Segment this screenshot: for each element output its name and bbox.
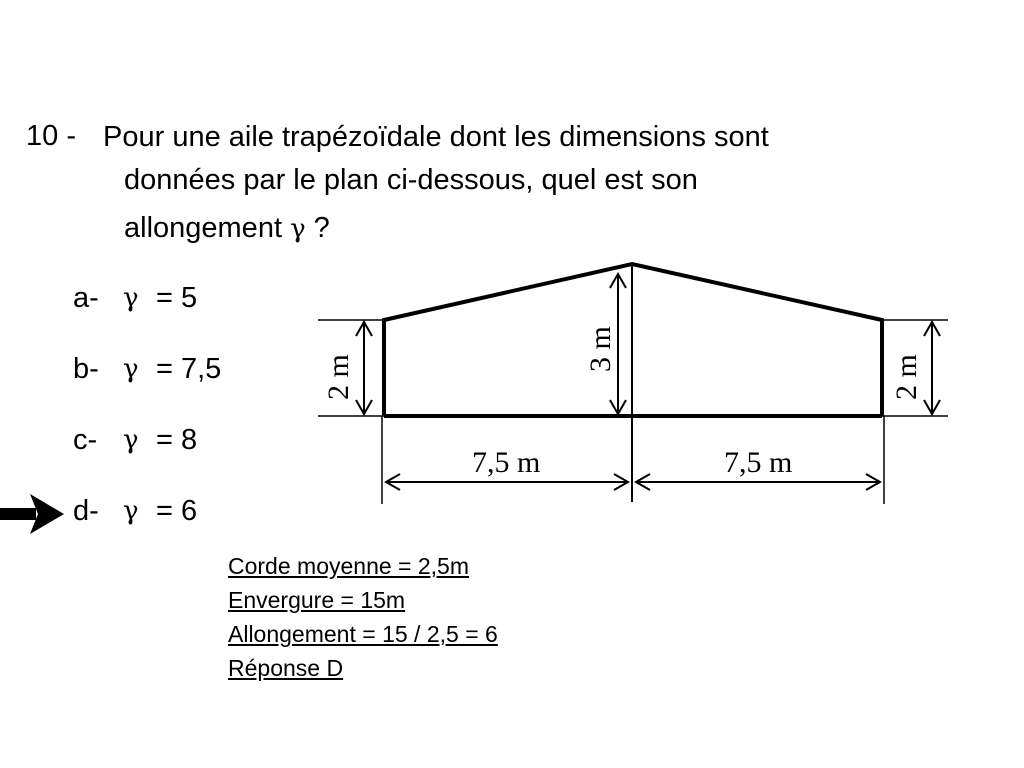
answer-value: = 7,5 <box>156 353 222 385</box>
answer-value: = 6 <box>156 495 198 527</box>
answer-letter: c- <box>73 424 98 456</box>
gamma-symbol: γ <box>123 354 139 384</box>
left-span-label: 7,5 m <box>472 446 541 479</box>
gamma-symbol: γ <box>123 283 139 313</box>
question-number: 10 - <box>26 120 76 152</box>
right-span-label: 7,5 m <box>724 446 793 479</box>
right-tip-dimension-arrow <box>924 322 940 414</box>
explanation-aspect-ratio: Allongement = 15 / 2,5 = 6 <box>228 621 498 647</box>
question-line-1: Pour une aile trapézoïdale dont les dimensions sont <box>103 121 769 153</box>
right-tip-chord-label: 2 m <box>890 354 923 400</box>
right-arrow-icon <box>0 492 66 536</box>
answer-letter: d- <box>73 495 99 527</box>
explanation-span: Envergure = 15m <box>228 587 406 613</box>
question-mark: ? <box>313 212 330 244</box>
question-line-3 <box>124 211 330 246</box>
gamma-symbol: γ <box>123 425 139 455</box>
left-tip-dimension-arrow <box>356 322 372 414</box>
question-line-3-text: allongement <box>124 212 282 244</box>
gamma-symbol: γ <box>290 214 306 244</box>
answer-value: = 8 <box>156 424 198 456</box>
left-tip-chord-label: 2 m <box>322 354 355 400</box>
gamma-symbol: γ <box>123 496 139 526</box>
explanation-answer: Réponse D <box>228 655 344 681</box>
question-line-2: données par le plan ci-dessous, quel est son <box>124 164 698 196</box>
root-chord-label: 3 m <box>584 326 617 372</box>
explanation-mean-chord: Corde moyenne = 2,5m <box>228 553 469 579</box>
answer-letter: a- <box>73 282 99 314</box>
wing-plan-diagram <box>300 250 960 510</box>
answer-value: = 5 <box>156 282 198 314</box>
answer-letter: b- <box>73 353 99 385</box>
